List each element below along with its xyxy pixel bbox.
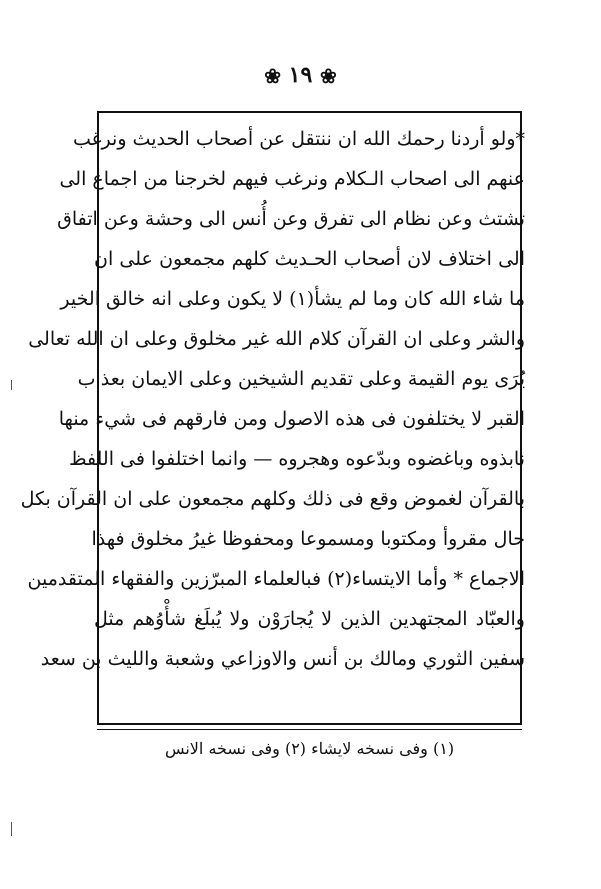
text-line: تشتث وعن نظام الى تفرق وعن أُنس الى وحشة وعن اتفاق — [57, 208, 525, 230]
ornament-left-icon: ❀ — [264, 64, 281, 88]
footnote: (١) وفى نسخه لايشاء (٢) وفى نسخه الانس — [164, 739, 455, 758]
margin-mark — [11, 822, 12, 836]
ornament-right-icon: ❀ — [319, 64, 337, 88]
text-line: والعبّاد المجتهدين الذين لا يُجارَوْن ولا يُبلَغ شأْوُهم مثل — [94, 608, 525, 630]
text-line: *ولو أردنا رحمك الله ان ننتقل عن أصحاب الحديث ونرغب — [72, 128, 525, 150]
text-line: بالقرآن لغموض وقع فى ذلك وكلهم مجمعون على ان القرآن بكل — [20, 488, 525, 510]
text-line: سفين الثوري ومالك بن أنس والاوزاعي وشعبة والليث بن سعد — [40, 648, 525, 670]
text-line: ما شاء الله كان وما لم يشأ(١) لا يكون وعلى انه خالق الخير — [60, 288, 525, 310]
text-line: عنهم الى اصحاب الـكلام ونرغب فيهم لخرجنا من اجماع الى — [59, 168, 525, 190]
text-line: حال مقروأ ومكتوبا ومسموعا ومحفوظا غيرُ مخلوق فهذا — [91, 528, 525, 550]
text-line: القبر لا يختلفون فى هذه الاصول ومن فارقهم فى شيء منها — [58, 408, 525, 430]
margin-mark — [11, 380, 12, 390]
page-number: ١٩ — [288, 62, 313, 88]
text-line: والشر وعلى ان القرآن كلام الله غير مخلوق وعلى ان الله تعالى — [28, 328, 525, 350]
text-line: يُرَى يوم القيمة وعلى تقديم الشيخين وعلى الايمان بعذاب — [77, 368, 525, 390]
page-number-header — [0, 62, 601, 88]
footnote-divider — [97, 729, 522, 730]
text-line: الى اختلاف لان أصحاب الحـديث كلهم مجمعون على ان — [94, 248, 525, 270]
body-text — [20, 119, 525, 719]
text-line: الاجماع * وأما الايتساء(٢) فبالعلماء المبرّزين والفقهاء المتقدمين — [27, 568, 525, 590]
text-line: نابذوه وباغضوه وبدّعوه وهجروه — وانما اختلفوا فى اللفظ — [68, 448, 525, 470]
